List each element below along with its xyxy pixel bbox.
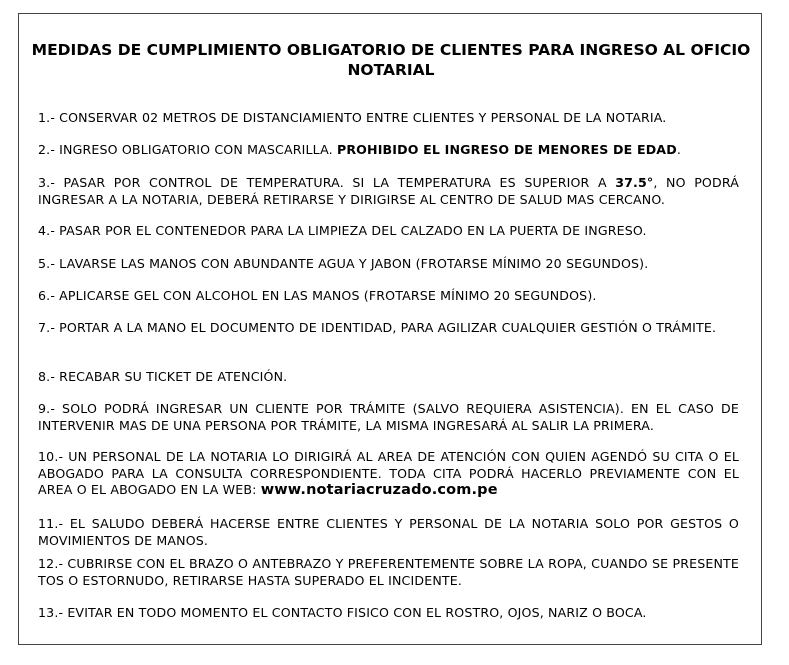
website-link[interactable]: www.notariacruzado.com.pe	[260, 482, 498, 498]
rule-7: 7.- PORTAR A LA MANO EL DOCUMENTO DE IDENTIDAD, PARA AGILIZAR CUALQUIER GESTIÓN O TRÁMITE.	[38, 320, 717, 335]
rule-5: 5.- LAVARSE LAS MANOS CON ABUNDANTE AGUA Y JABON (FROTARSE MÍNIMO 20 SEGUNDOS).	[38, 256, 649, 271]
rule-11: 11.- EL SALUDO DEBERÁ HACERSE ENTRE CLIENTES Y PERSONAL DE LA NOTARIA SOLO POR GESTOS O MOVIMIENTOS DE MANOS.	[38, 516, 739, 548]
rule-10-text: 10.- UN PERSONAL DE LA NOTARIA LO DIRIGIRÁ AL AREA DE ATENCIÓN CON QUIEN AGENDÓ SU CITA O EL ABOGADO PARA LA CONSULTA CORRESPONDIENTE. TODA CITA PODRÁ HACERLO PREVIAMENTE CON EL AREA O EL ABOGADO EN LA WEB:	[38, 449, 739, 497]
rule-2-text: 2.- INGRESO OBLIGATORIO CON MASCARILLA.	[38, 142, 337, 157]
rule-2	[38, 142, 739, 159]
rule-4: 4.- PASAR POR EL CONTENEDOR PARA LA LIMPIEZA DEL CALZADO EN LA PUERTA DE INGRESO.	[38, 223, 647, 238]
rule-2-end: .	[676, 142, 681, 157]
rule-8: 8.- RECABAR SU TICKET DE ATENCIÓN.	[38, 369, 288, 384]
rule-3-text: 3.- PASAR POR CONTROL DE TEMPERATURA. SI LA TEMPERATURA ES SUPERIOR A	[38, 175, 616, 190]
rule-12: 12.- CUBRIRSE CON EL BRAZO O ANTEBRAZO Y PREFERENTEMENTE SOBRE LA ROPA, CUANDO SE PRESENTE TOS O ESTORNUDO, RETIRARSE HASTA SUPERADO EL INCIDENTE.	[38, 556, 739, 588]
rule-1: 1.- CONSERVAR 02 METROS DE DISTANCIAMIENTO ENTRE CLIENTES Y PERSONAL DE LA NOTARIA.	[38, 110, 667, 125]
rule-10	[38, 449, 739, 499]
rule-3-end: , NO PODRÁ INGRESAR A LA NOTARIA, DEBERÁ RETIRARSE Y DIRIGIRSE AL CENTRO DE SALUD MAS CERCANO.	[38, 175, 740, 207]
rule-9: 9.- SOLO PODRÁ INGRESAR UN CLIENTE POR TRÁMITE (SALVO REQUIERA ASISTENCIA). EN EL CASO DE INTERVENIR MAS DE UNA PERSONA POR TRÁMITE, LA MISMA INGRESARÁ AL SALIR LA PRIMERA.	[38, 401, 739, 433]
rule-3	[38, 175, 739, 208]
notice-frame	[18, 13, 762, 645]
rule-6: 6.- APLICARSE GEL CON ALCOHOL EN LAS MANOS (FROTARSE MÍNIMO 20 SEGUNDOS).	[38, 288, 597, 303]
notice-title: MEDIDAS DE CUMPLIMIENTO OBLIGATORIO DE CLIENTES PARA INGRESO AL OFICIO NOTARIAL	[31, 41, 751, 79]
rule-3-bold: 37.5°	[615, 175, 654, 190]
rule-2-bold: PROHIBIDO EL INGRESO DE MENORES DE EDAD	[336, 142, 677, 157]
rule-13: 13.- EVITAR EN TODO MOMENTO EL CONTACTO FISICO CON EL ROSTRO, OJOS, NARIZ O BOCA.	[38, 605, 647, 620]
